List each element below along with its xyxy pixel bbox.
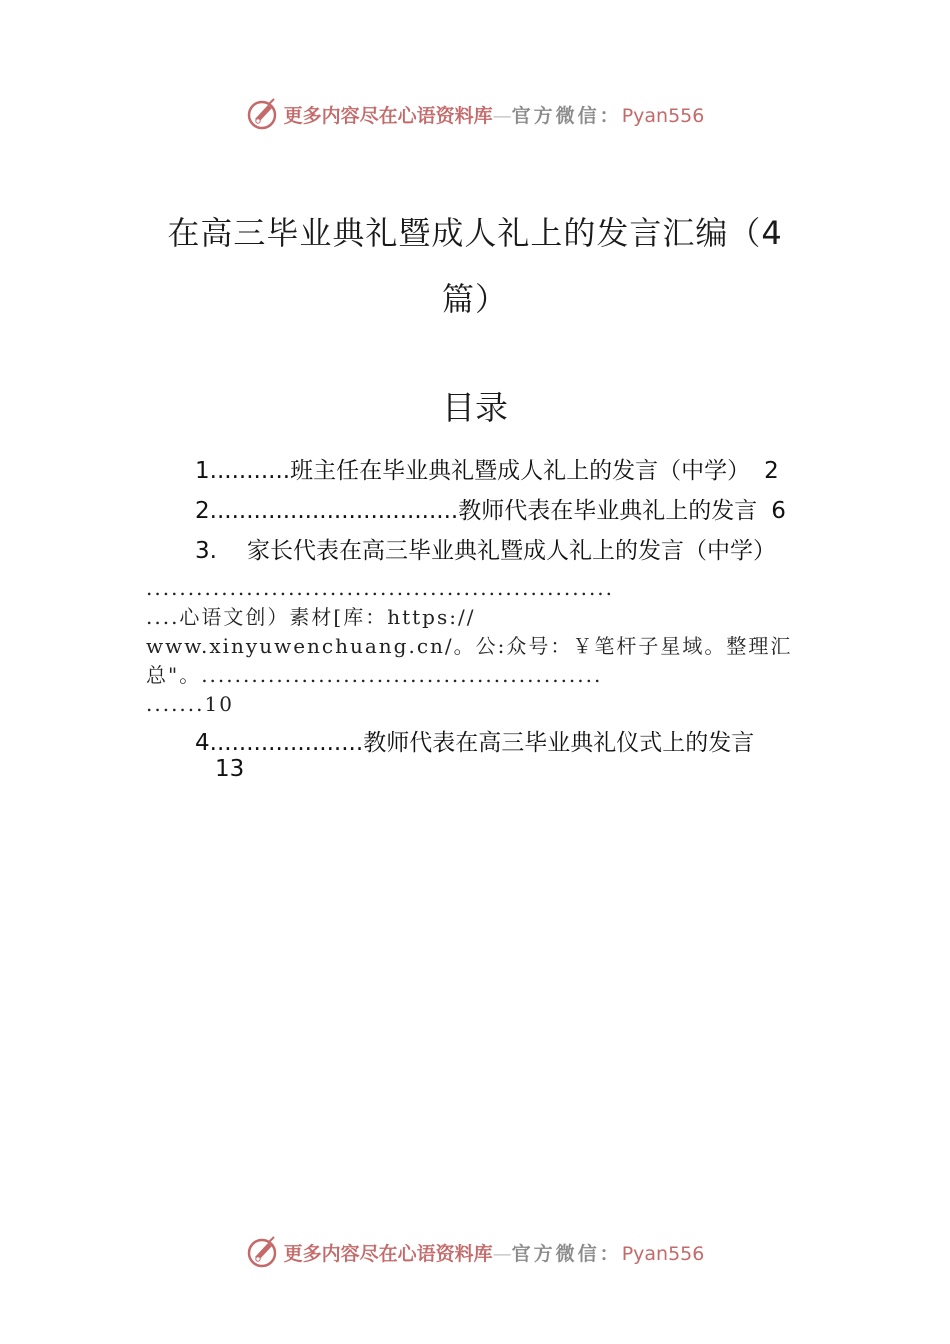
toc-entry-number: 2	[195, 498, 210, 524]
toc-entry-leader: ..................................	[209, 498, 459, 524]
toc-entry-4[interactable]	[195, 724, 807, 757]
pen-logo-icon	[246, 97, 280, 131]
toc-entry-4-page: 13	[215, 756, 245, 782]
toc-heading: 目录	[442, 388, 508, 427]
toc-continuation-line: .......10	[146, 692, 234, 716]
toc-entry-2[interactable]	[195, 492, 840, 525]
toc-entry-number: 3.	[195, 538, 217, 564]
pen-logo-icon	[246, 1235, 280, 1269]
document-title-line-1: 在高三毕业典礼暨成人礼上的发言汇编（4	[167, 214, 783, 252]
toc-continuation-line: www.xinyuwenchuang.cn/。公:众号：￥笔杆子星域。整理汇	[146, 634, 793, 658]
toc-entry-leader: .....................	[209, 730, 364, 756]
banner-text	[284, 101, 705, 128]
banner-main-text: 更多内容尽在心语资料库	[283, 104, 493, 127]
banner-separator: —	[492, 1242, 512, 1265]
banner-wechat-id: Pyan556	[621, 1242, 705, 1265]
toc-entry-1[interactable]	[195, 452, 840, 485]
toc-continuation-line: ....心语文创）素材[库：https://	[146, 605, 476, 629]
toc-entry-title: 班主任在毕业典礼暨成人礼上的发言（中学）	[290, 458, 751, 484]
toc-entry-page: 6	[771, 498, 786, 524]
toc-entry-title: 家长代表在高三毕业典礼暨成人礼上的发言（中学）	[247, 538, 776, 564]
toc-entry-number: 1	[195, 458, 210, 484]
toc-entry-leader: ...........	[209, 458, 291, 484]
toc-entry-title: 教师代表在高三毕业典礼仪式上的发言	[363, 730, 755, 756]
toc-entry-3[interactable]	[195, 532, 840, 565]
toc-continuation-line: ........................................................	[146, 576, 615, 600]
toc-continuation-line: 总"。................................................	[146, 663, 603, 687]
document-title-line-2: 篇）	[441, 280, 508, 318]
toc-entry-3-continuation	[146, 574, 836, 719]
toc-entry-page: 2	[764, 458, 779, 484]
banner-separator: —	[492, 104, 512, 127]
toc-entry-title: 教师代表在毕业典礼上的发言	[458, 498, 758, 524]
document-title	[140, 200, 810, 332]
banner-text	[284, 1239, 705, 1266]
banner-wechat-id: Pyan556	[621, 104, 705, 127]
toc-entry-number: 4	[195, 730, 210, 756]
banner-main-text: 更多内容尽在心语资料库	[283, 1242, 493, 1265]
header-banner	[0, 94, 950, 134]
banner-wechat-label: 官方微信：	[511, 1242, 622, 1265]
banner-wechat-label: 官方微信：	[511, 104, 622, 127]
footer-banner	[0, 1232, 950, 1272]
